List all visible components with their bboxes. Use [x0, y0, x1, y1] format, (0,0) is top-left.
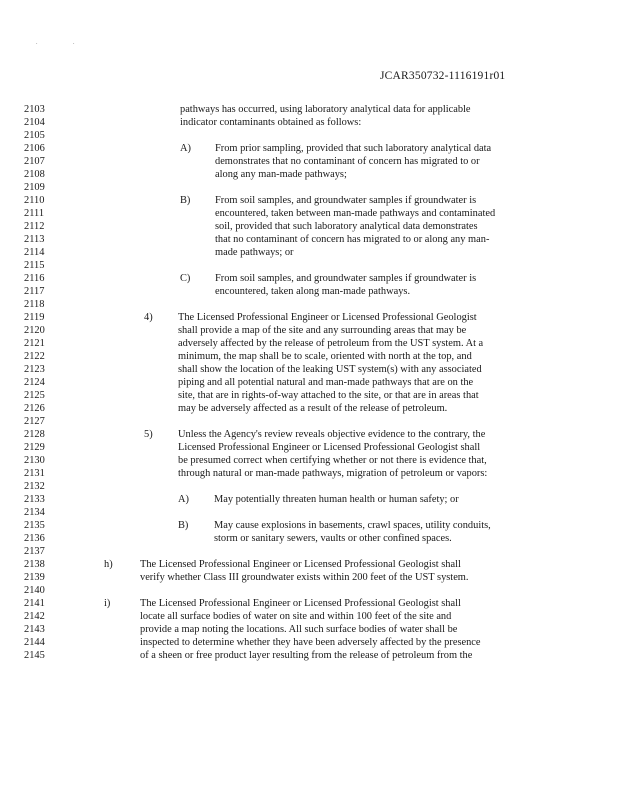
body-line: minimum, the map shall be to scale, oriented with north at the top, and — [178, 351, 472, 362]
line-number: 2145 — [24, 650, 45, 661]
line-number: 2135 — [24, 520, 45, 531]
line-number: 2138 — [24, 559, 45, 570]
body-line: Unless the Agency's review reveals objective evidence to the contrary, the — [178, 429, 486, 440]
line-number: 2113 — [24, 234, 45, 245]
item-marker: B) — [180, 195, 191, 206]
body-line: The Licensed Professional Engineer or Licensed Professional Geologist shall — [140, 559, 461, 570]
body-line: The Licensed Professional Engineer or Licensed Professional Geologist shall — [140, 598, 461, 609]
line-number: 2118 — [24, 299, 45, 310]
item-marker: C) — [180, 273, 191, 284]
body-line: adversely affected by the release of petroleum from the UST system. At a — [178, 338, 484, 349]
body-line: provide a map noting the locations. All such surface bodies of water shall be — [140, 624, 458, 635]
body-line: that no contaminant of concern has migrated to or along any man- — [215, 234, 490, 245]
body-line: indicator contaminants obtained as follows: — [180, 117, 362, 128]
document-id: JCAR350732-1116191r01 — [380, 70, 506, 82]
line-number: 2128 — [24, 429, 45, 440]
line-number: 2127 — [24, 416, 45, 427]
speck: . — [73, 40, 75, 46]
body-line: locate all surface bodies of water on site and within 100 feet of the site and — [140, 611, 452, 622]
body-line: storm or sanitary sewers, vaults or other confined spaces. — [214, 533, 452, 544]
line-number: 2109 — [24, 182, 45, 193]
body-line: May potentially threaten human health or human safety; or — [214, 494, 459, 505]
line-number: 2111 — [24, 208, 45, 219]
body-line: piping and all potential natural and man-made pathways that are on the — [178, 377, 474, 388]
line-number: 2137 — [24, 546, 45, 557]
line-number: 2114 — [24, 247, 45, 258]
body-line: be presumed correct when certifying whether or not there is evidence that, — [178, 455, 487, 466]
line-number: 2117 — [24, 286, 45, 297]
body-line: encountered, taken along man-made pathways. — [215, 286, 411, 297]
body-line: site, that are in rights-of-way attached to the site, or that are in areas that — [178, 390, 479, 401]
line-number: 2143 — [24, 624, 45, 635]
body-line: shall show the location of the leaking UST system(s) with any associated — [178, 364, 482, 375]
body-line: From soil samples, and groundwater samples if groundwater is — [215, 195, 477, 206]
line-number: 2107 — [24, 156, 45, 167]
line-number: 2106 — [24, 143, 45, 154]
body-line: pathways has occurred, using laboratory analytical data for applicable — [180, 104, 471, 115]
body-line: may be adversely affected as a result of the release of petroleum. — [178, 403, 448, 414]
line-number: 2124 — [24, 377, 45, 388]
line-number: 2144 — [24, 637, 45, 648]
line-number: 2110 — [24, 195, 45, 206]
line-number: 2119 — [24, 312, 45, 323]
scan-specks — [36, 40, 109, 46]
line-number: 2133 — [24, 494, 45, 505]
line-number: 2125 — [24, 390, 45, 401]
item-marker: B) — [178, 520, 189, 531]
line-number: 2116 — [24, 273, 45, 284]
body-line: May cause explosions in basements, crawl spaces, utility conduits, — [214, 520, 491, 531]
line-number: 2136 — [24, 533, 45, 544]
line-number: 2115 — [24, 260, 45, 271]
speck: . — [36, 40, 38, 46]
line-number: 2142 — [24, 611, 45, 622]
line-number: 2104 — [24, 117, 45, 128]
line-number: 2139 — [24, 572, 45, 583]
line-number: 2131 — [24, 468, 45, 479]
line-number: 2140 — [24, 585, 45, 596]
line-number: 2108 — [24, 169, 45, 180]
body-line: through natural or man-made pathways, migration of petroleum or vapors: — [178, 468, 488, 479]
item-marker: A) — [178, 494, 189, 505]
body-line: of a sheen or free product layer resulting from the release of petroleum from the — [140, 650, 473, 661]
item-marker: 4) — [144, 312, 153, 323]
line-number: 2120 — [24, 325, 45, 336]
line-number: 2122 — [24, 351, 45, 362]
line-number: 2129 — [24, 442, 45, 453]
line-number: 2134 — [24, 507, 45, 518]
line-number: 2130 — [24, 455, 45, 466]
line-number: 2123 — [24, 364, 45, 375]
item-marker: h) — [104, 559, 113, 570]
body-line: From soil samples, and groundwater samples if groundwater is — [215, 273, 477, 284]
body-line: inspected to determine whether they have been adversely affected by the presence — [140, 637, 481, 648]
line-number: 2121 — [24, 338, 45, 349]
body-line: Licensed Professional Engineer or Licensed Professional Geologist shall — [178, 442, 481, 453]
body-line: From prior sampling, provided that such laboratory analytical data — [215, 143, 492, 154]
item-marker: 5) — [144, 429, 153, 440]
item-marker: A) — [180, 143, 191, 154]
line-number: 2105 — [24, 130, 45, 141]
body-line: The Licensed Professional Engineer or Licensed Professional Geologist — [178, 312, 477, 323]
body-line: along any man-made pathways; — [215, 169, 347, 180]
line-number: 2112 — [24, 221, 45, 232]
body-line: made pathways; or — [215, 247, 294, 258]
item-marker: i) — [104, 598, 111, 609]
body-line: soil, provided that such laboratory analytical data demonstrates — [215, 221, 478, 232]
body-line: shall provide a map of the site and any surrounding areas that may be — [178, 325, 467, 336]
body-line: verify whether Class III groundwater exists within 200 feet of the UST system. — [140, 572, 469, 583]
body-line: encountered, taken between man-made pathways and contaminated — [215, 208, 496, 219]
line-number: 2103 — [24, 104, 45, 115]
line-number: 2126 — [24, 403, 45, 414]
line-number: 2132 — [24, 481, 45, 492]
body-line: demonstrates that no contaminant of concern has migrated to or — [215, 156, 480, 167]
line-number: 2141 — [24, 598, 45, 609]
